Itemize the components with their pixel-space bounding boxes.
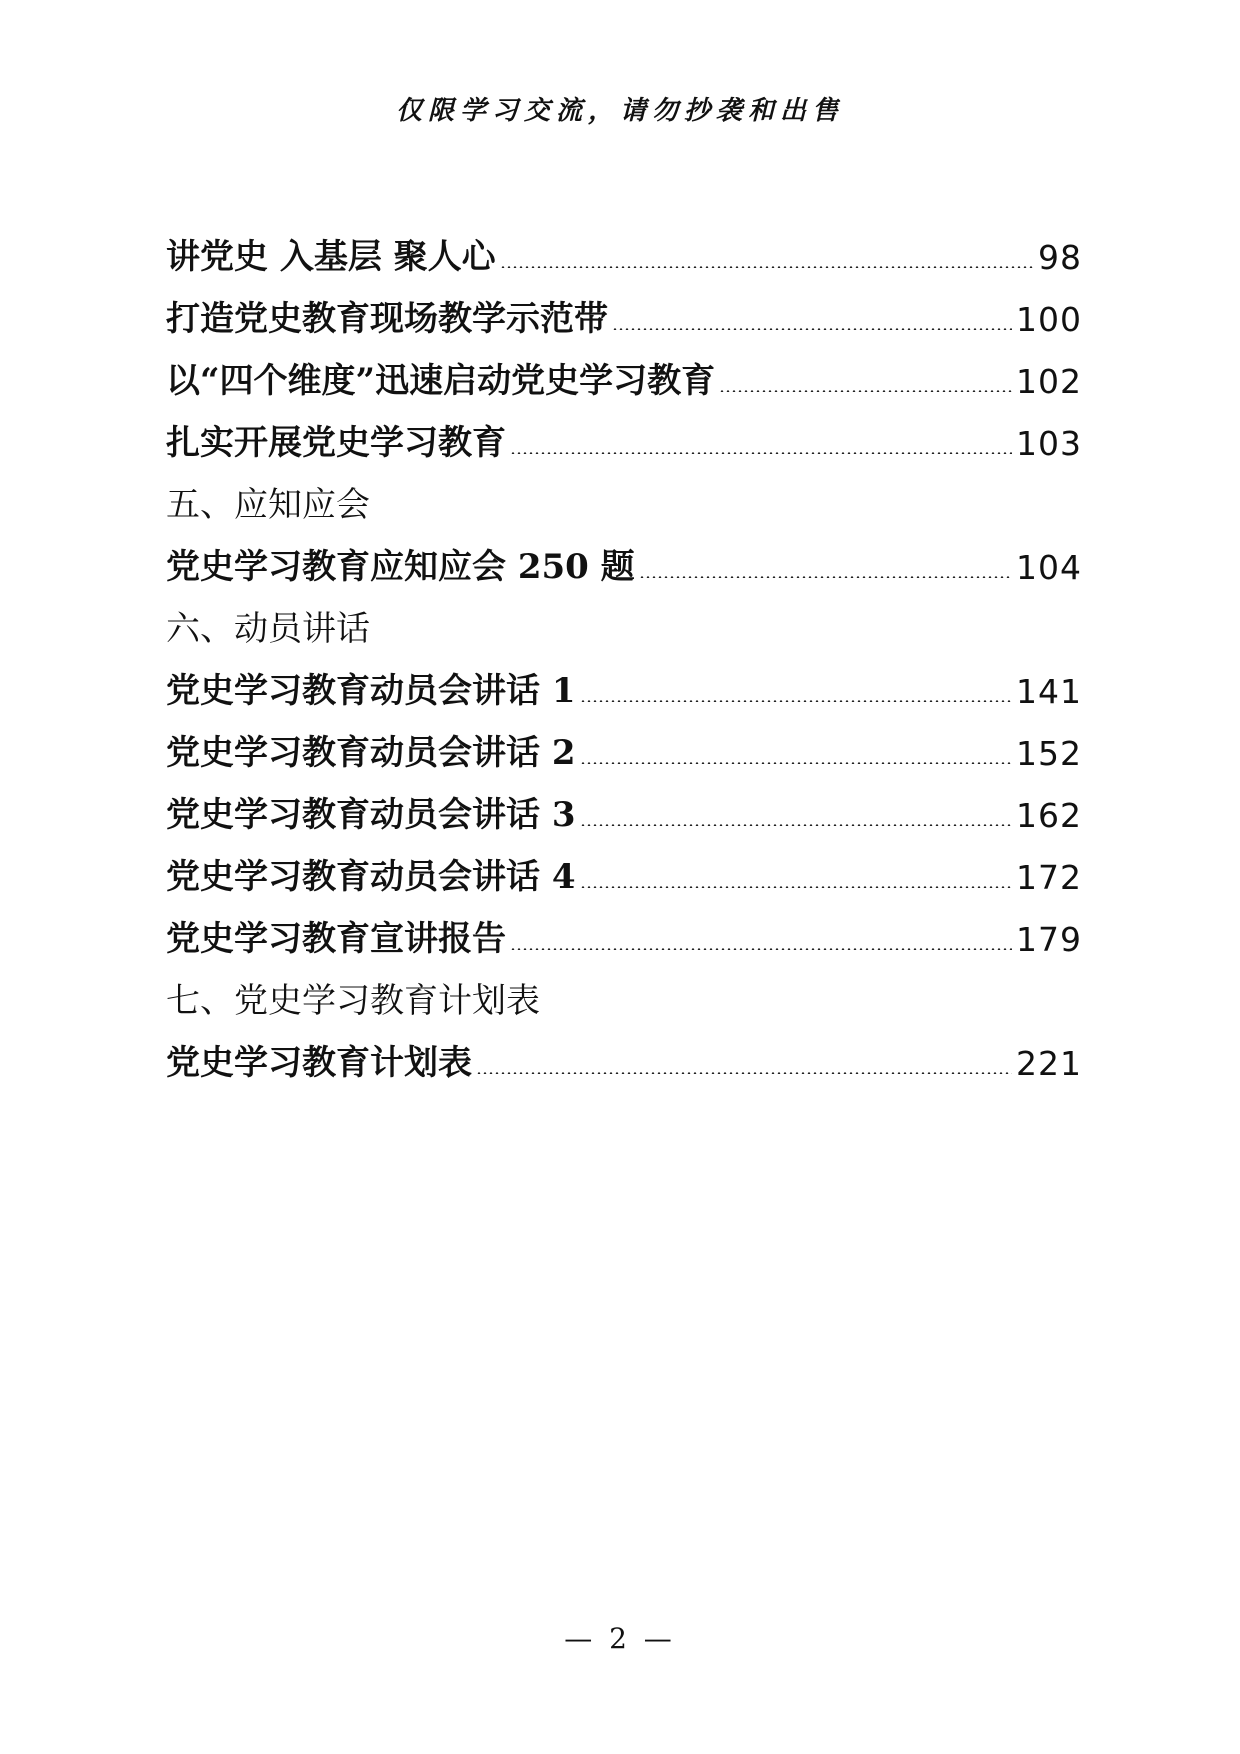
toc-entry-title: 以“四个维度”迅速启动党史学习教育 [166, 361, 716, 401]
toc-leader-dots [510, 452, 1012, 454]
toc-entry[interactable] [166, 908, 1082, 970]
section-heading-text: 五、应知应会 [166, 485, 370, 525]
toc-entry[interactable] [166, 722, 1082, 784]
toc-entry[interactable] [166, 350, 1082, 412]
toc-entry-page: 102 [1016, 361, 1082, 401]
toc-entry-title: 党史学习教育动员会讲话 2 [166, 733, 576, 773]
toc-entry-title: 打造党史教育现场教学示范带 [166, 299, 608, 339]
toc-leader-dots [580, 700, 1013, 702]
toc-entry-page: 162 [1016, 795, 1082, 835]
toc-entry-page: 141 [1016, 671, 1082, 711]
toc-leader-dots [580, 762, 1013, 764]
section-heading-text: 七、党史学习教育计划表 [166, 981, 540, 1021]
toc-entry-page: 152 [1016, 733, 1082, 773]
toc-entry[interactable] [166, 226, 1082, 288]
toc-entry[interactable] [166, 1032, 1082, 1094]
toc-entry-title: 党史学习教育计划表 [166, 1043, 472, 1083]
toc-entry-title: 讲党史 入基层 聚人心 [166, 237, 496, 277]
header-note: 仅限学习交流，请勿抄袭和出售 [395, 96, 844, 126]
toc-entry[interactable] [166, 660, 1082, 722]
toc-section-heading[interactable] [166, 598, 1082, 660]
toc-leader-dots [612, 328, 1012, 330]
toc-section-heading[interactable] [166, 474, 1082, 536]
toc-leader-dots [500, 266, 1034, 268]
toc-entry-page: 100 [1016, 299, 1082, 339]
toc-leader-dots [719, 390, 1012, 392]
toc-entry-title: 党史学习教育动员会讲话 3 [166, 795, 576, 835]
toc-entry[interactable] [166, 536, 1082, 598]
toc-leader-dots [476, 1072, 1012, 1074]
toc-entry-page: 172 [1016, 857, 1082, 897]
toc-entry-page: 221 [1016, 1043, 1082, 1083]
toc-entry-page: 179 [1016, 919, 1082, 959]
toc-entry-title: 党史学习教育宣讲报告 [166, 919, 506, 959]
toc-entry-title: 党史学习教育动员会讲话 4 [166, 857, 576, 897]
toc-entry-page: 104 [1016, 547, 1082, 587]
page-number: — 2 — [564, 1622, 676, 1655]
toc-entry-title: 党史学习教育动员会讲话 1 [166, 671, 576, 711]
toc-entry[interactable] [166, 412, 1082, 474]
toc-entry[interactable] [166, 288, 1082, 350]
toc-entry-title: 党史学习教育应知应会 250 题 [166, 547, 635, 587]
toc-entry-title: 扎实开展党史学习教育 [166, 423, 506, 463]
toc-entry-page: 98 [1038, 237, 1082, 277]
section-heading-text: 六、动员讲话 [166, 609, 370, 649]
toc-leader-dots [639, 576, 1012, 578]
table-of-contents [166, 226, 1082, 1094]
toc-section-heading[interactable] [166, 970, 1082, 1032]
toc-entry[interactable] [166, 846, 1082, 908]
toc-entry[interactable] [166, 784, 1082, 846]
toc-entry-page: 103 [1016, 423, 1082, 463]
toc-leader-dots [510, 948, 1012, 950]
toc-leader-dots [580, 824, 1013, 826]
toc-leader-dots [580, 886, 1013, 888]
